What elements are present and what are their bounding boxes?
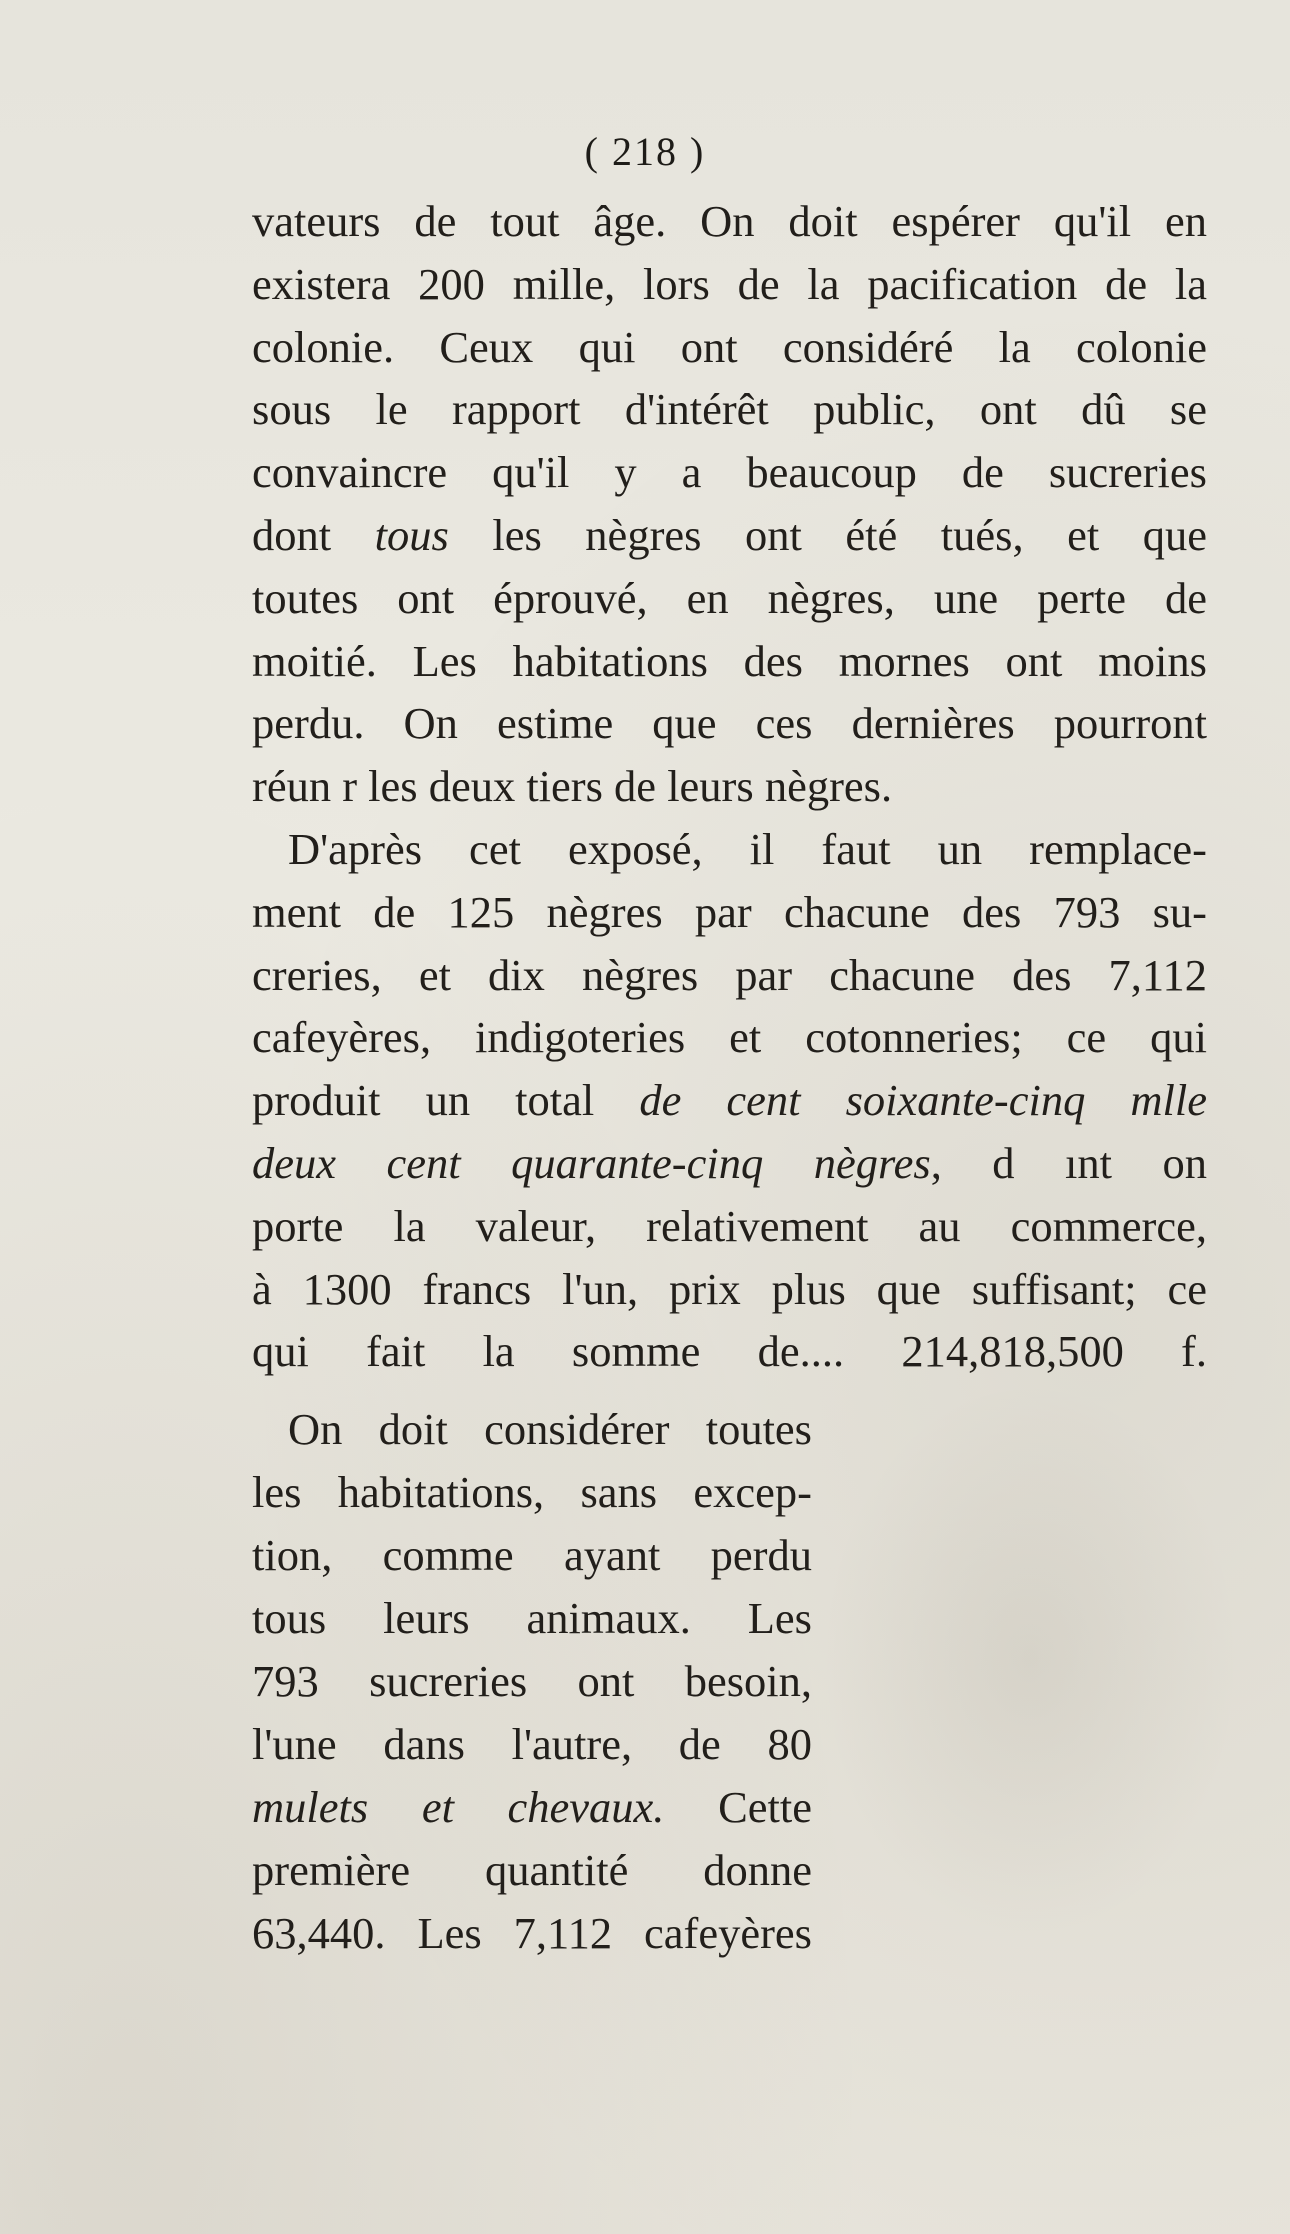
text-line: les habitations, sans excep- [252,1467,812,1517]
italic-segment: tous [374,509,449,560]
main-text-block [252,190,1207,1383]
text-line: toutes ont éprouvé, en nègres, une perte de [252,572,1207,623]
sum-label: qui fait la somme de.... [252,1326,845,1377]
italic-segment: deux cent quarante-cinq nègres [252,1137,931,1188]
text-line: tous leurs animaux. Les [252,1593,812,1643]
italic-segment: mulets et chevaux. [252,1782,665,1832]
text-line: moitié. Les habitations des mornes ont moins [252,635,1207,686]
text-line: existera 200 mille, lors de la pacification de la [252,258,1207,309]
text-segment: dont [252,509,375,560]
text-line: D'après cet exposé, il faut un remplace- [288,823,1207,874]
text-line: creries, et dix nègres par chacune des 7,112 [252,949,1207,1000]
page-number: ( 218 ) [584,129,706,174]
text-segment: Cette [664,1782,812,1832]
sum-line [252,1320,1207,1383]
text-line: sous le rapport d'intérêt public, ont dû se [252,384,1207,435]
text-line: 793 sucreries ont besoin, [252,1656,812,1706]
text-segment: , d ınt on [930,1137,1207,1188]
sum-amount: 214,818,500 f. [901,1326,1207,1377]
text-segment: les nègres ont été tués, et que [448,509,1207,560]
italic-segment: de cent soixante-cinq mlle [639,1075,1208,1126]
text-line: à 1300 francs l'un, prix plus que suffisant; ce [252,1263,1207,1314]
text-line: réun r les deux tiers de leurs nègres. [252,761,893,812]
text-line: vateurs de tout âge. On doit espérer qu'il en [252,196,1207,246]
text-line [252,1776,812,1839]
text-line: On doit considérer toutes [288,1404,812,1454]
text-line: cafeyères, indigoteries et cotonneries; ce qui [252,1012,1207,1063]
text-line: colonie. Ceux qui ont considéré la colonie [252,321,1207,372]
text-line: porte la valeur, relativement au commerce, [252,1200,1207,1251]
text-line: tion, comme ayant perdu [252,1530,812,1580]
text-line: l'une dans l'autre, de 80 [252,1719,812,1769]
show-through-bleed [820,1380,1240,1940]
text-line: perdu. On estime que ces dernières pourront [252,698,1207,749]
text-line: première quantité donne [252,1845,812,1895]
text-line [252,504,1207,567]
narrow-text-block [252,1398,812,1965]
text-line: 63,440. Les 7,112 cafeyères [252,1908,812,1958]
text-line [252,1132,1207,1195]
text-line [252,1069,1207,1132]
text-line: ment de 125 nègres par chacune des 793 su- [252,886,1207,937]
text-segment: produit un total [252,1075,640,1126]
text-line: convaincre qu'il y a beaucoup de sucreries [252,447,1207,498]
